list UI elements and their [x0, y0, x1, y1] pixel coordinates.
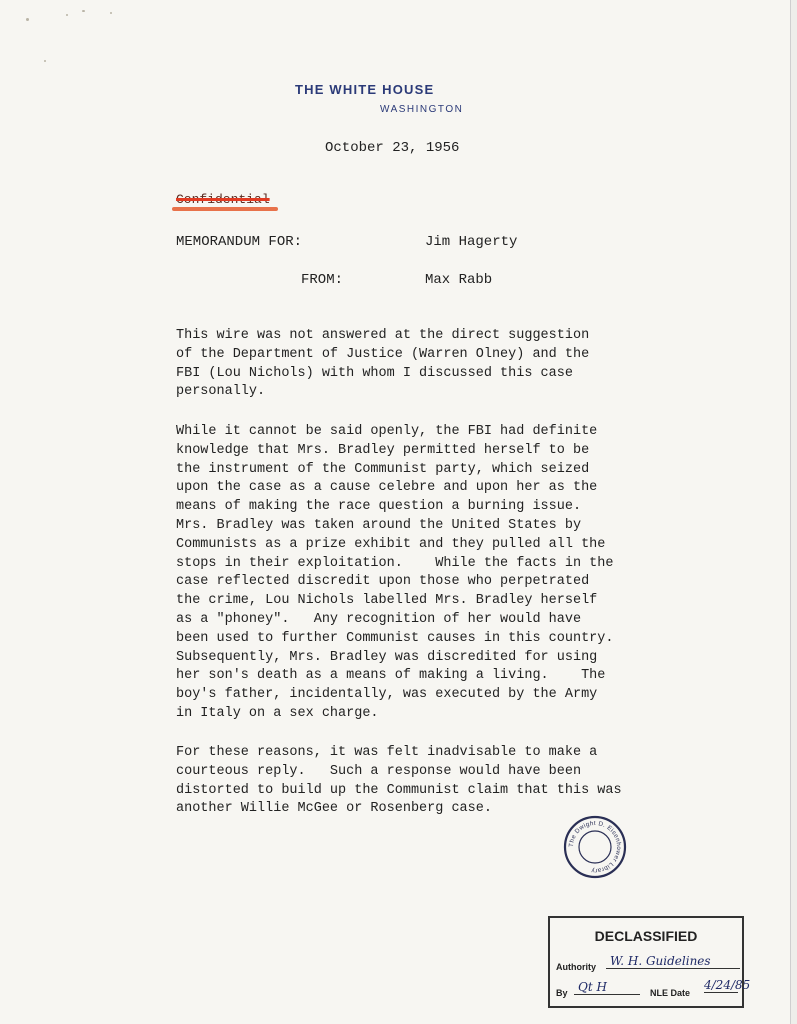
memo-to-value: Jim Hagerty: [425, 234, 518, 250]
paper-speck: [66, 14, 68, 16]
classification-marking: Confidential: [176, 192, 270, 207]
body-paragraph-3: For these reasons, it was felt inadvisable to make a courteous reply. Such a response would have been distorted to build up the Communist claim that this was another Willie McGee or Rosenberg case.: [176, 745, 622, 817]
declass-title: DECLASSIFIED: [594, 928, 698, 944]
svg-text:The Dwight D. Eisenhower Libra: [568, 820, 622, 874]
memo-from-label: FROM:: [301, 272, 344, 288]
letterhead-title: THE WHITE HOUSE: [295, 82, 435, 97]
declass-authority-label: Authority: [556, 962, 596, 972]
memo-date: October 23, 1956: [325, 140, 460, 156]
paper-speck: [44, 60, 46, 62]
body-paragraph-2: While it cannot be said openly, the FBI had definite knowledge that Mrs. Bradley permitted herself to be the instrument of the Communist party, which seized upon the case as a cause celebre and upon her as the means of making the race question a burning issue. Mrs. Bradley was taken around the United States by Communists as a prize exhibit and they pulled all the stops in their exploitation. While the facts in the case reflected discredit upon those who perpetrated the crime, Lou Nichols labelled Mrs. Bradley herself as a "phoney". Any recognition of her would have been used to further Communist causes in this country. Subsequently, Mrs. Bradley was discredited for using her son's death as a means of making a living. The boy's father, incidentally, was executed by the Army in Italy on a sex charge.: [176, 424, 614, 721]
declassification-stamp: [548, 916, 751, 1008]
paper-speck: [26, 18, 29, 21]
declass-by-signature: Qt H: [574, 980, 640, 995]
declass-authority-signature: W. H. Guidelines: [606, 954, 740, 969]
paper-speck: [82, 10, 85, 12]
classification-highlight: [172, 207, 278, 211]
paper-speck: [110, 12, 112, 14]
letterhead-subtitle: WASHINGTON: [380, 104, 464, 115]
declass-date-label: NLE Date: [650, 988, 691, 998]
memo-from-value: Max Rabb: [425, 272, 493, 288]
library-seal-stamp: [563, 815, 627, 879]
declass-date-signature: 4/24/85: [704, 978, 751, 992]
seal-text: The Dwight D. Eisenhower Library: [567, 819, 623, 875]
declass-by-label: By: [556, 988, 568, 998]
memo-to-label: MEMORANDUM FOR:: [176, 234, 303, 250]
body-paragraph-1: This wire was not answered at the direct suggestion of the Department of Justice (Warren Olney) and the FBI (Lou Nichols) with whom I discussed this case personally.: [176, 328, 590, 400]
